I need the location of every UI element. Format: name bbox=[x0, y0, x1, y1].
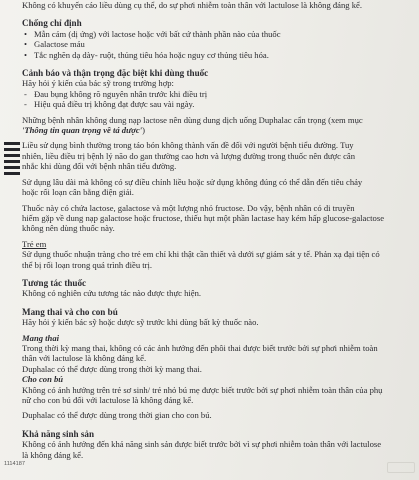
document-code: 1114187 bbox=[4, 461, 25, 467]
warnings-intro: Hãy hỏi ý kiến của bác sỹ trong trường hợp: bbox=[22, 78, 174, 89]
fertility-text: Không có ảnh hưởng đến khả năng sinh sản được biết trước bởi vì sự phơi nhiễm toàn thân với lactulose bbox=[22, 439, 382, 450]
contraindications-heading: Chống chỉ định bbox=[22, 18, 82, 29]
lead-text: Không có khuyến cáo liều dùng cụ thể, do sự phơi nhiễm toàn thân với lactulose là không đáng kể. bbox=[22, 0, 362, 10]
contraindication-item: • Tắc nghẽn dạ dày- ruột, thủng tiêu hóa hoặc nguy cơ thủng tiêu hóa. bbox=[22, 50, 410, 60]
faint-print-mark bbox=[387, 462, 415, 473]
interactions-text: Không có nghiên cứu tương tác nào được thực hiện. bbox=[22, 288, 202, 299]
excipient-section-reference: 'Thông tin quan trọng về tá dược' bbox=[22, 125, 143, 136]
sugar-content-note: Thuốc này có chứa lactose, galactose và một lượng nhỏ fructose. Do vậy, bệnh nhân có di truyền bbox=[22, 202, 355, 213]
interactions-section bbox=[22, 278, 410, 299]
pregnancy-section: Mang thai và cho con bú Hãy hỏi ý kiến bác sỹ hoặc dược sỹ trước khi dùng bất kỳ thuốc nào. Mang thai Trong thời kỳ mang thai, không có các ảnh hưởng đến phôi thai được biết trước bởi sự phơi nhiễm toàn thân với lactulose là không đáng kể. Duphalac có thể được dùng trong thời kỳ mang thai. Cho con bú Không có ảnh hưởng trên trẻ sơ sinh/ trẻ nhỏ bú mẹ được biết trước bởi sự phơi nhiễm toàn thân của phụ nữ cho con bú đối với lactulose là không đáng kể. Duphalac có thể được dùng trong thời gian cho con bú. bbox=[22, 307, 410, 421]
children-heading: Trẻ em bbox=[22, 238, 47, 249]
lactose-intolerance-note: Những bệnh nhân không dung nạp lactose nên dùng dung dịch uống Duphalac cẩn trọng (xem mục bbox=[22, 114, 363, 125]
scan-marker-bars bbox=[4, 142, 20, 178]
contraindication-item: • Mẫn cảm (dị ứng) với lactose hoặc với bất cứ thành phần nào của thuốc bbox=[22, 29, 410, 39]
long-term-use-note: Sử dụng lâu dài mà không có sự điều chỉnh liều hoặc sử dụng không đúng có thể dẫn đến tiêu chảy bbox=[22, 176, 363, 187]
breastfeeding-subheading: Cho con bú bbox=[22, 374, 64, 385]
pregnancy-intro: Hãy hỏi ý kiến bác sỹ hoặc dược sỹ trước khi dùng bất kỳ thuốc nào. bbox=[22, 317, 259, 328]
warning-item: - Đau bụng không rõ nguyên nhân trước khi điều trị bbox=[22, 89, 410, 99]
warning-item: - Hiệu quả điều trị không đạt được sau vài ngày. bbox=[22, 99, 410, 109]
children-note: Sử dụng thuốc nhuận tràng cho trẻ em chỉ khi thật cần thiết và dưới sự giám sát y tế. Phản xạ đại tiện có bbox=[22, 249, 380, 260]
contraindication-item: • Galactose máu bbox=[22, 39, 410, 49]
pregnancy-subheading: Mang thai bbox=[22, 332, 60, 343]
warnings-section: Cảnh báo và thận trọng đặc biệt khi dùng thuốc Hãy hỏi ý kiến của bác sỹ trong trường hợp: - Đau bụng không rõ nguyên nhân trước khi điều trị - Hiệu quả điều trị không đạt được sau vài ngày. Những bệnh nhân không dung nạp lactose nên dùng dung dịch uống Duphalac cẩn trọng (xem mục 'Thông tin quan trọng về tá dược') Liều sử dụng bình thường trong táo bón không thành vấn đề đối với người bệnh tiểu đường. Tuy nhiên, liều điều trị bệnh lý não do gan thường cao hơn và lượng đường trong thuốc nên được cân nhắc khi dùng đối với bệnh nhân tiểu đường. Sử dụng lâu dài mà không có sự điều chỉnh liều hoặc sử dụng không đúng có thể dẫn đến tiêu chảy hoặc rối loạn cân bằng điện giải. Thuốc này có chứa lactose, galactose và một lượng nhỏ fructose. Do vậy, bệnh nhân có di truyền hiếm gặp về dung nạp galactose hoặc fructose, thiếu hụt một phần lactase hay kém hấp glucose-galactose không nên dùng thuốc này. Trẻ em Sử dụng thuốc nhuận tràng cho trẻ em chỉ khi thật cần thiết và dưới sự giám sát y tế. Phản xạ đại tiện có thể bị rối loạn trong quá trình điều trị. bbox=[22, 68, 410, 270]
fertility-section: Khả năng sinh sản Không có ảnh hưởng đến khả năng sinh sản được biết trước bởi vì sự phơi nhiễm toàn thân với lactulose là không đáng kể. bbox=[22, 429, 410, 460]
pregnancy-text: Trong thời kỳ mang thai, không có các ảnh hưởng đến phôi thai được biết trước bởi sự phơi nhiễm toàn bbox=[22, 342, 378, 353]
fertility-heading: Khả năng sinh sản bbox=[22, 428, 95, 439]
warnings-heading: Cảnh báo và thận trọng đặc biệt khi dùng thuốc bbox=[22, 68, 209, 79]
diabetes-note: Liều sử dụng bình thường trong táo bón không thành vấn đề đối với người bệnh tiểu đường. Tuy bbox=[22, 140, 354, 151]
breastfeeding-text: Không có ảnh hưởng trên trẻ sơ sinh/ trẻ nhỏ bú mẹ được biết trước bởi sự phơi nhiễm toàn thân của phụ bbox=[22, 384, 383, 395]
contraindications-section bbox=[22, 18, 410, 60]
leaflet-content bbox=[22, 0, 410, 460]
interactions-heading: Tương tác thuốc bbox=[22, 277, 87, 288]
pregnancy-lactation-heading: Mang thai và cho con bú bbox=[22, 306, 118, 317]
